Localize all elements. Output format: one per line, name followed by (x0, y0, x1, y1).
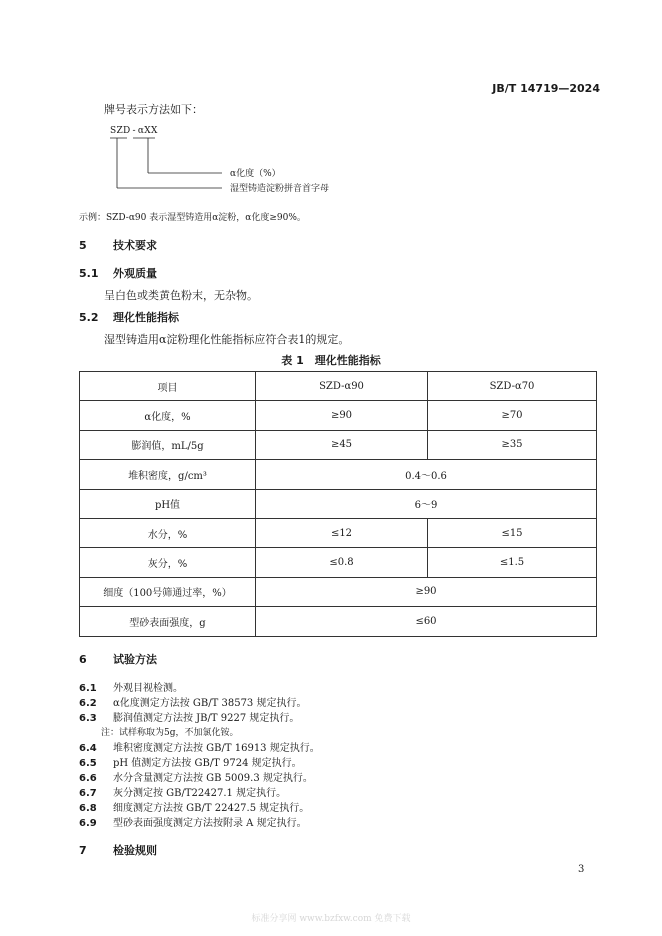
label-alpha-degree: α化度（%） (230, 169, 281, 179)
designation-intro: 牌号表示方法如下： (104, 103, 203, 116)
list-item: 6.3 膨润值测定方法按 JB/T 9227 规定执行。 (79, 713, 300, 724)
table-cell: ≤15 (428, 518, 597, 547)
section-7-heading: 7 检验规则 (79, 844, 157, 857)
table-cell: 细度（100号筛通过率，%） (80, 577, 256, 606)
table-cell: ≥70 (428, 401, 597, 430)
table-cell: ≤1.5 (428, 548, 597, 577)
code-alpha: α (137, 126, 145, 136)
table-cell: α化度，% (80, 401, 256, 430)
table-cell: ≥90 (256, 401, 428, 430)
section-6-heading: 6 试验方法 (79, 653, 157, 666)
table-row (80, 548, 597, 577)
list-item: 6.6 水分含量测定方法按 GB 5009.3 规定执行。 (79, 773, 313, 784)
table-header-cell: 项目 (80, 372, 256, 401)
table-cell: 水分，% (80, 518, 256, 547)
table-row (80, 607, 597, 636)
list-item: 6.9 型砂表面强度测定方法按附录 A 规定执行。 (79, 818, 307, 829)
table-cell: 型砂表面强度，g (80, 607, 256, 636)
table-cell: 膨润值，mL/5g (80, 430, 256, 459)
page-number: 3 (578, 864, 585, 875)
list-item: 6.5 pH 值测定方法按 GB/T 9724 规定执行。 (79, 758, 302, 769)
table-cell: 堆积密度，g/cm³ (80, 460, 256, 489)
table-cell: 6～9 (256, 489, 597, 518)
table-cell: pH值 (80, 489, 256, 518)
table-cell: ≤12 (256, 518, 428, 547)
list-item: 6.1 外观目视检测。 (79, 683, 183, 694)
list-item: 6.8 细度测定方法按 GB/T 22427.5 规定执行。 (79, 803, 310, 814)
designation-example: 示例：SZD-α90 表示湿型铸造用α淀粉，α化度≥90%。 (79, 213, 306, 223)
watermark: 标准分享网 www.bzfxw.com 免费下载 (251, 914, 411, 924)
table-row (80, 460, 597, 489)
code-separator: - (132, 126, 136, 136)
test-note: 注：试样称取为5g，不加氯化铵。 (101, 728, 239, 738)
list-item: 6.4 堆积密度测定方法按 GB/T 16913 规定执行。 (79, 743, 320, 754)
list-item: 6.7 灰分测定按 GB/T22427.1 规定执行。 (79, 788, 287, 799)
list-item: 6.2 α化度测定方法按 GB/T 38573 规定执行。 (79, 698, 307, 709)
section-5-1-text: 呈白色或类黄色粉末，无杂物。 (104, 289, 258, 302)
table-header-cell: SZD-α70 (428, 372, 597, 401)
document-code: JB/T 14719—2024 (492, 82, 600, 95)
table-row (80, 430, 597, 459)
table-cell: ≥90 (256, 577, 597, 606)
section-5-heading: 5 技术要求 (79, 239, 157, 252)
table-cell: ≥45 (256, 430, 428, 459)
table-row (80, 577, 597, 606)
table-cell: ≤0.8 (256, 548, 428, 577)
section-5-2-text: 湿型铸造用α淀粉理化性能指标应符合表1的规定。 (104, 333, 350, 346)
table-cell: ≤60 (256, 607, 597, 636)
section-5-2-heading: 5.2 理化性能指标 (79, 311, 179, 324)
table-row (80, 401, 597, 430)
table-header-row (80, 372, 597, 401)
table-cell: 灰分，% (80, 548, 256, 577)
table-cell: 0.4～0.6 (256, 460, 597, 489)
table-row (80, 489, 597, 518)
label-pinyin-initials: 湿型铸造淀粉拼音首字母 (230, 184, 330, 194)
section-5-1-heading: 5.1 外观质量 (79, 267, 157, 280)
properties-table (79, 371, 597, 637)
code-suffix: XX (144, 126, 158, 136)
table-cell: ≥35 (428, 430, 597, 459)
table-row (80, 518, 597, 547)
table-caption: 表 1 理化性能指标 (281, 354, 381, 367)
table-header-cell: SZD-α90 (256, 372, 428, 401)
code-prefix: SZD (110, 126, 131, 136)
